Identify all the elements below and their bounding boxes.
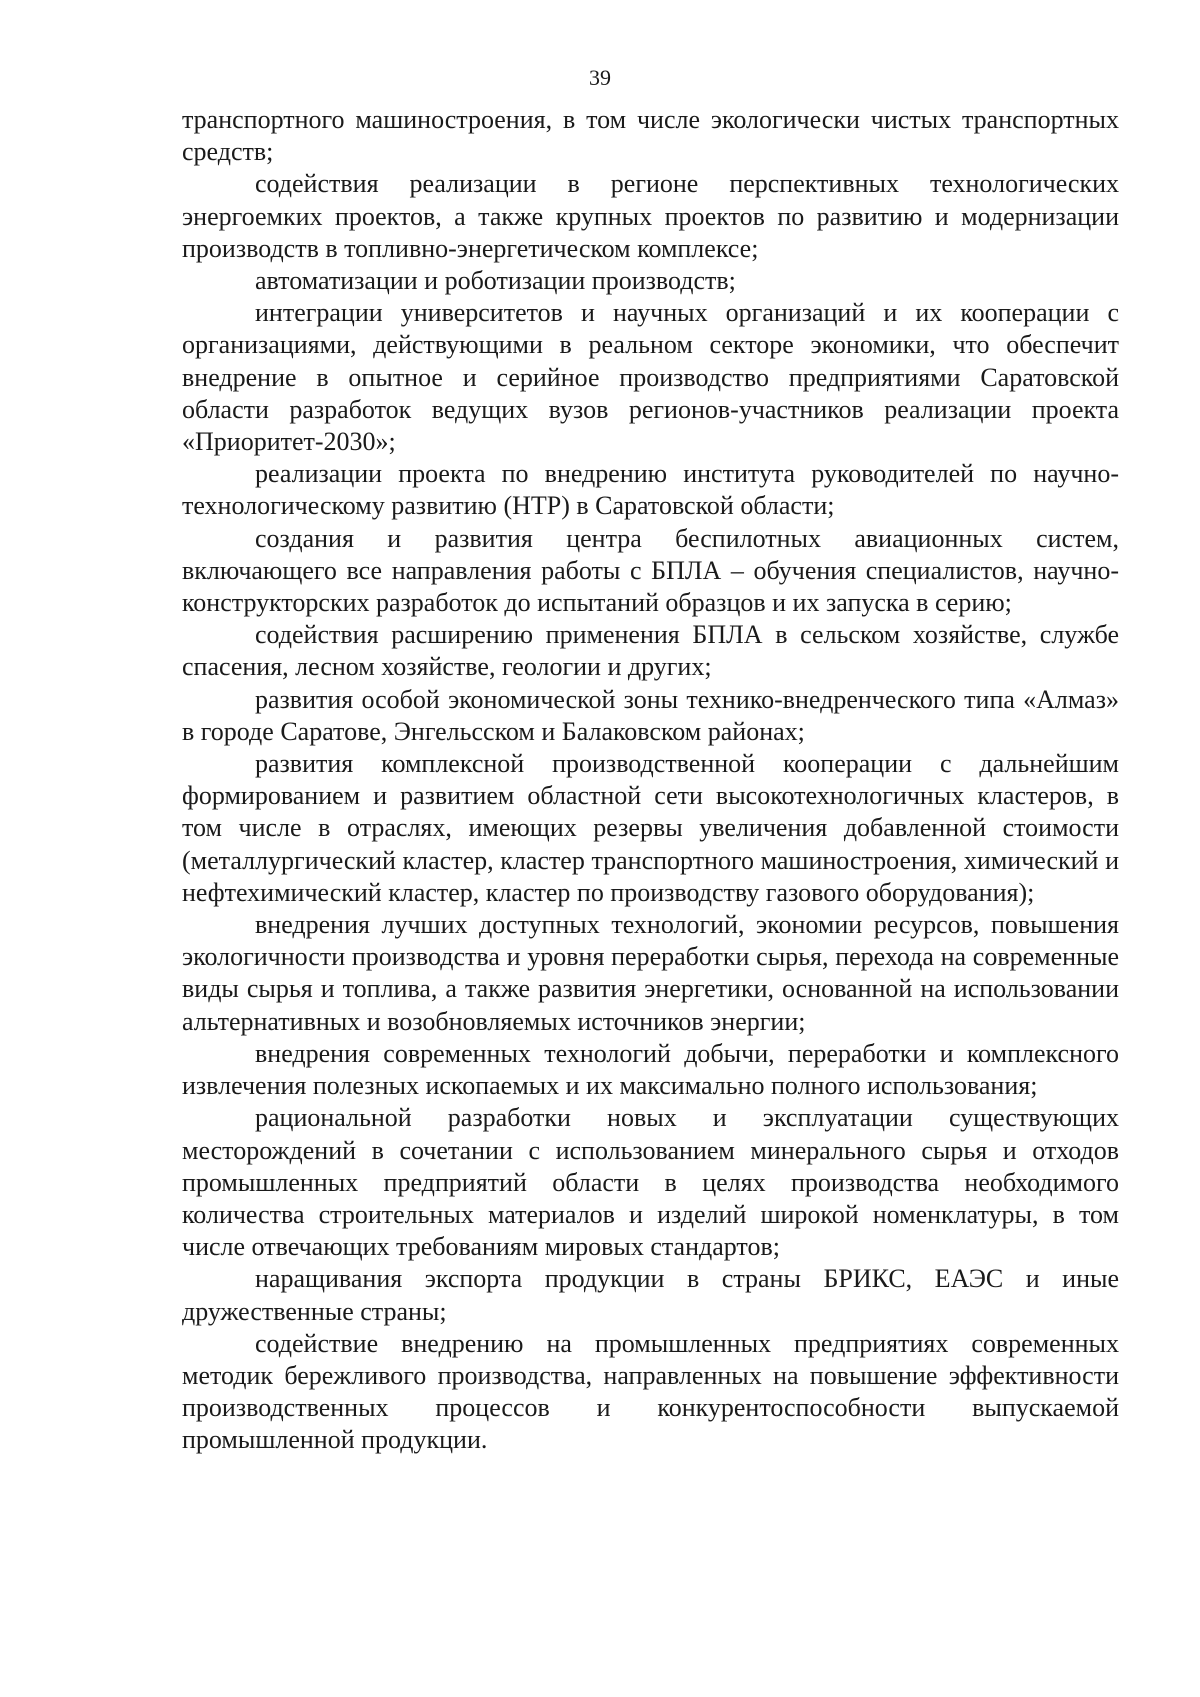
paragraph-2: содействия реализации в регионе перспективных технологических энергоемких проектов, а также крупных проектов по развитию и модернизации производств в топливно-энергетическом комплексе; [182, 169, 1119, 263]
paragraph-3: автоматизации и роботизации производств; [255, 266, 736, 296]
paragraph-4: интеграции университетов и научных организаций и их кооперации с организациями, действующими в реальном секторе экономики, что обеспечит внедрение в опытное и серийное производство предприятиями Саратовской области разработок ведущих вузов регионов-участников реализации проекта «Приоритет-2030»; [182, 298, 1119, 457]
paragraph-1: транспортного машиностроения, в том числе экологически чистых транспортных средств; [182, 105, 1119, 167]
paragraph-5: реализации проекта по внедрению института руководителей по научно-технологическому развитию (НТР) в Саратовской области; [182, 459, 1119, 521]
paragraph-14: содействие внедрению на промышленных предприятиях современных методик бережливого производства, направленных на повышение эффективности производственных процессов и конкурентоспособности выпускаемой промышленной продукции. [182, 1328, 1119, 1455]
paragraph-13: наращивания экспорта продукции в страны БРИКС, ЕАЭС и иные дружественные страны; [182, 1264, 1119, 1326]
paragraph-11: внедрения современных технологий добычи, переработки и комплексного извлечения полезных ископаемых и их максимально полного использования; [182, 1038, 1119, 1101]
paragraph-10: внедрения лучших доступных технологий, экономии ресурсов, повышения экологичности производства и уровня переработки сырья, перехода на современные виды сырья и топлива, а также развития энергетики, основанной на использовании альтернативных и возобновляемых источников энергии; [182, 910, 1119, 1036]
paragraph-8: развития особой экономической зоны технико-внедренческого типа «Алмаз» в городе Саратове, Энгельсском и Балаковском районах; [182, 684, 1119, 746]
paragraph-12: рациональной разработки новых и эксплуатации существующих месторождений в сочетании с использованием минерального сырья и отходов промышленных предприятий области в целях производства необходимого количества строительных материалов и изделий широкой номенклатуры, в том числе отвечающих требованиям мировых стандартов; [182, 1103, 1119, 1262]
document-body [182, 104, 1119, 1457]
paragraph-9: развития комплексной производственной кооперации с дальнейшим формированием и развитием областной сети высокотехнологичных кластеров, в том числе в отраслях, имеющих резервы увеличения добавленной стоимости (металлургический кластер, кластер транспортного машиностроения, химический и нефтехимический кластер, кластер по производству газового оборудования); [182, 749, 1119, 907]
paragraph-7: содействия расширению применения БПЛА в сельском хозяйстве, службе спасения, лесном хозяйстве, геологии и других; [182, 620, 1119, 682]
page-number: 39 [589, 65, 611, 90]
paragraph-6: создания и развития центра беспилотных авиационных систем, включающего все направления работы с БПЛА – обучения специалистов, научно-конструкторских разработок до испытаний образцов и их запуска в серию; [182, 523, 1119, 618]
